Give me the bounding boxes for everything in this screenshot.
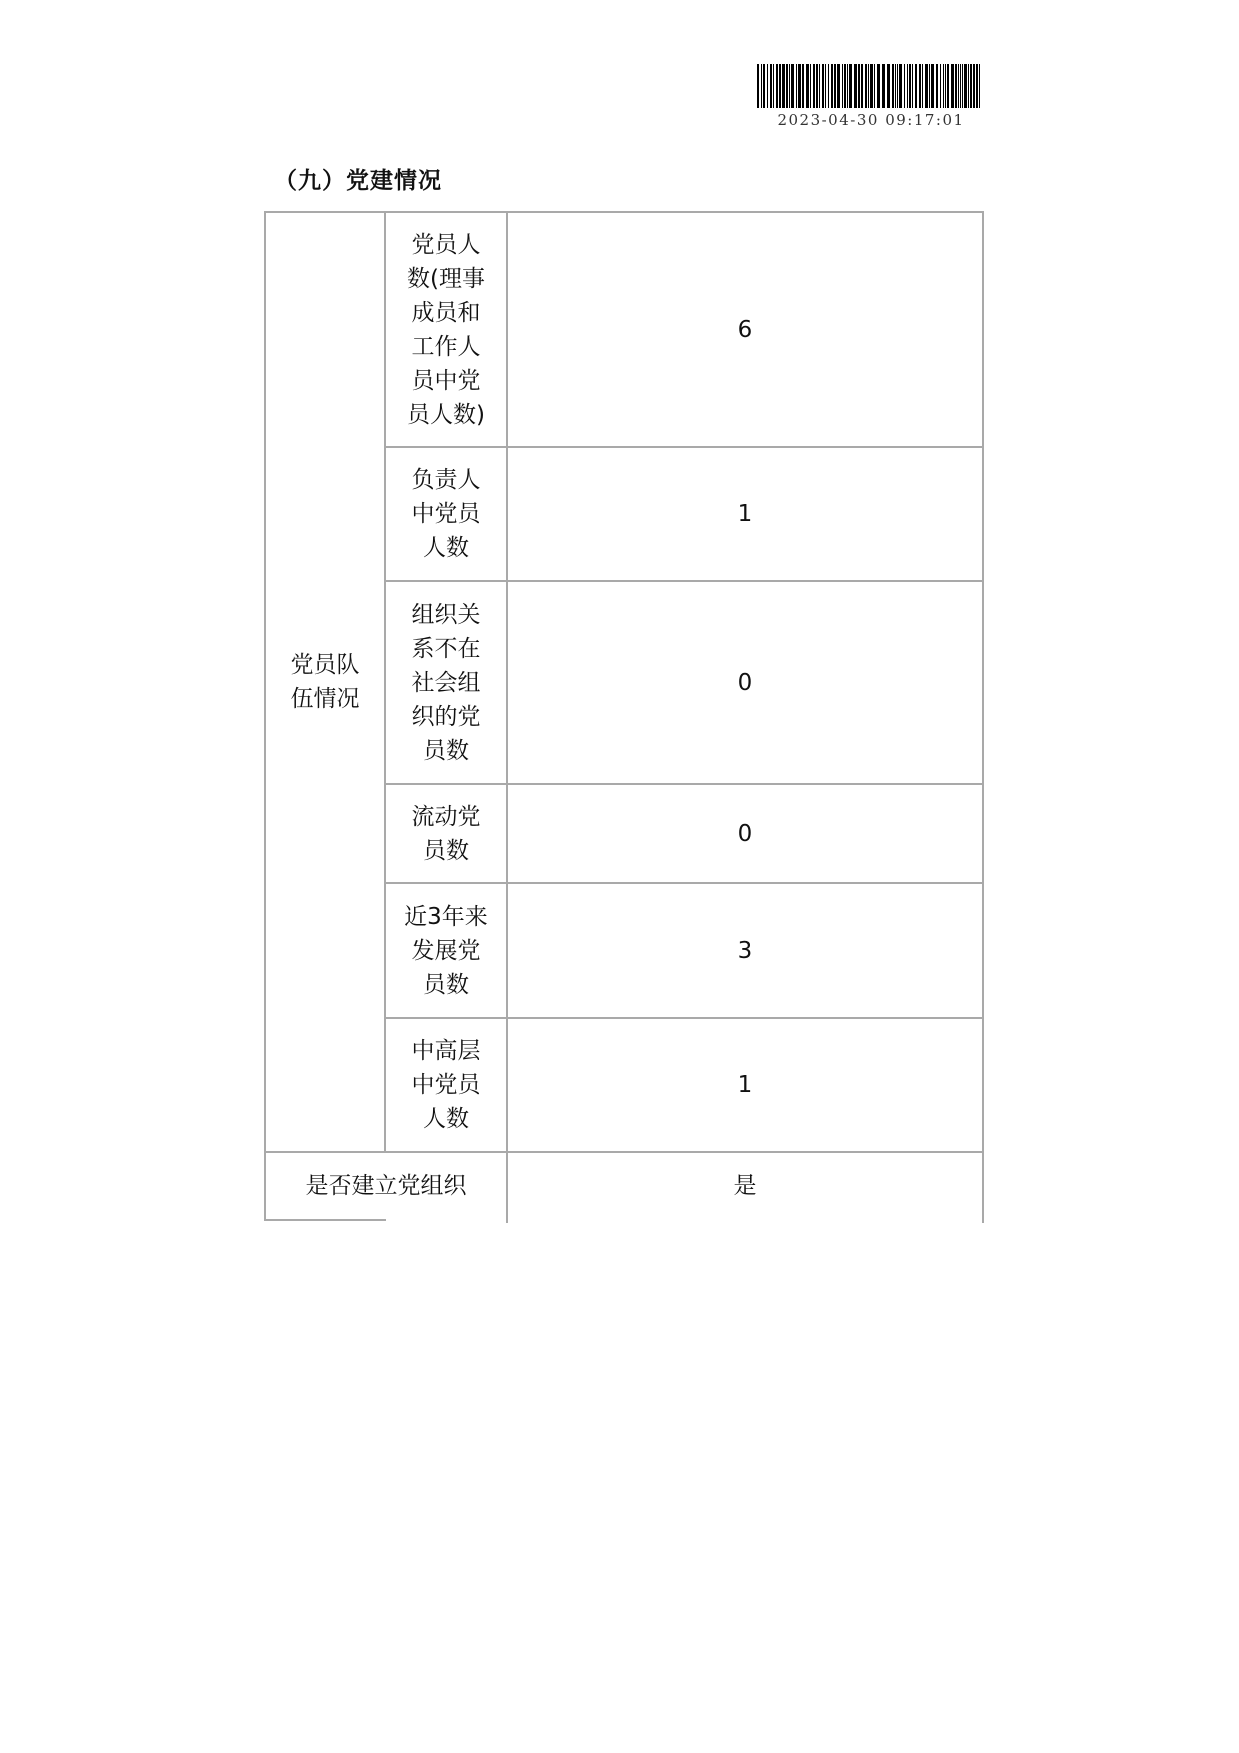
row-label-external-relations: 组织关系不在社会组织的党员数 [411, 601, 481, 764]
row-label-senior-staff: 中高层中党员人数 [411, 1038, 481, 1132]
row-value-external-relations: 0 [737, 669, 753, 696]
row-label-party-org: 是否建立党组织 [305, 1173, 467, 1199]
barcode-timestamp: 2023-04-30 09:17:01 [777, 111, 965, 129]
barcode [757, 64, 985, 108]
row-label-party-members: 党员人数(理事成员和工作人员中党员人数) [407, 231, 485, 428]
row-label-leaders: 负责人中党员人数 [411, 467, 481, 561]
section-title: （九）党建情况 [274, 168, 442, 194]
row-value-cell [508, 582, 982, 783]
row-label-floating-members: 流动党员数 [411, 803, 481, 864]
row-value-recent-recruits: 3 [737, 937, 753, 964]
row-label-cell [386, 884, 506, 1017]
row-value-cell [508, 213, 982, 446]
group-label: 党员队伍情况 [290, 652, 360, 712]
row-value-cell [508, 448, 982, 580]
row-value-cell [508, 884, 982, 1017]
row-label-cell [386, 448, 506, 580]
row-label-cell [386, 213, 506, 446]
party-building-table [264, 211, 984, 1223]
row-value-party-org: 是 [733, 1173, 757, 1199]
row-label-cell [386, 582, 506, 783]
group-label-cell [266, 213, 384, 1151]
row-value-cell [508, 1019, 982, 1151]
row-value-floating-members: 0 [737, 820, 753, 847]
row-value-leaders: 1 [737, 501, 753, 527]
row-value-senior-staff: 1 [737, 1072, 753, 1098]
row-value-cell [508, 785, 982, 882]
final-row-label-cell [266, 1153, 506, 1219]
row-label-recent-recruits: 近3年来发展党员数 [404, 903, 488, 998]
row-label-cell [386, 1019, 506, 1151]
row-value-party-members: 6 [737, 316, 753, 343]
final-row-value-cell [508, 1153, 982, 1219]
row-label-cell [386, 785, 506, 882]
